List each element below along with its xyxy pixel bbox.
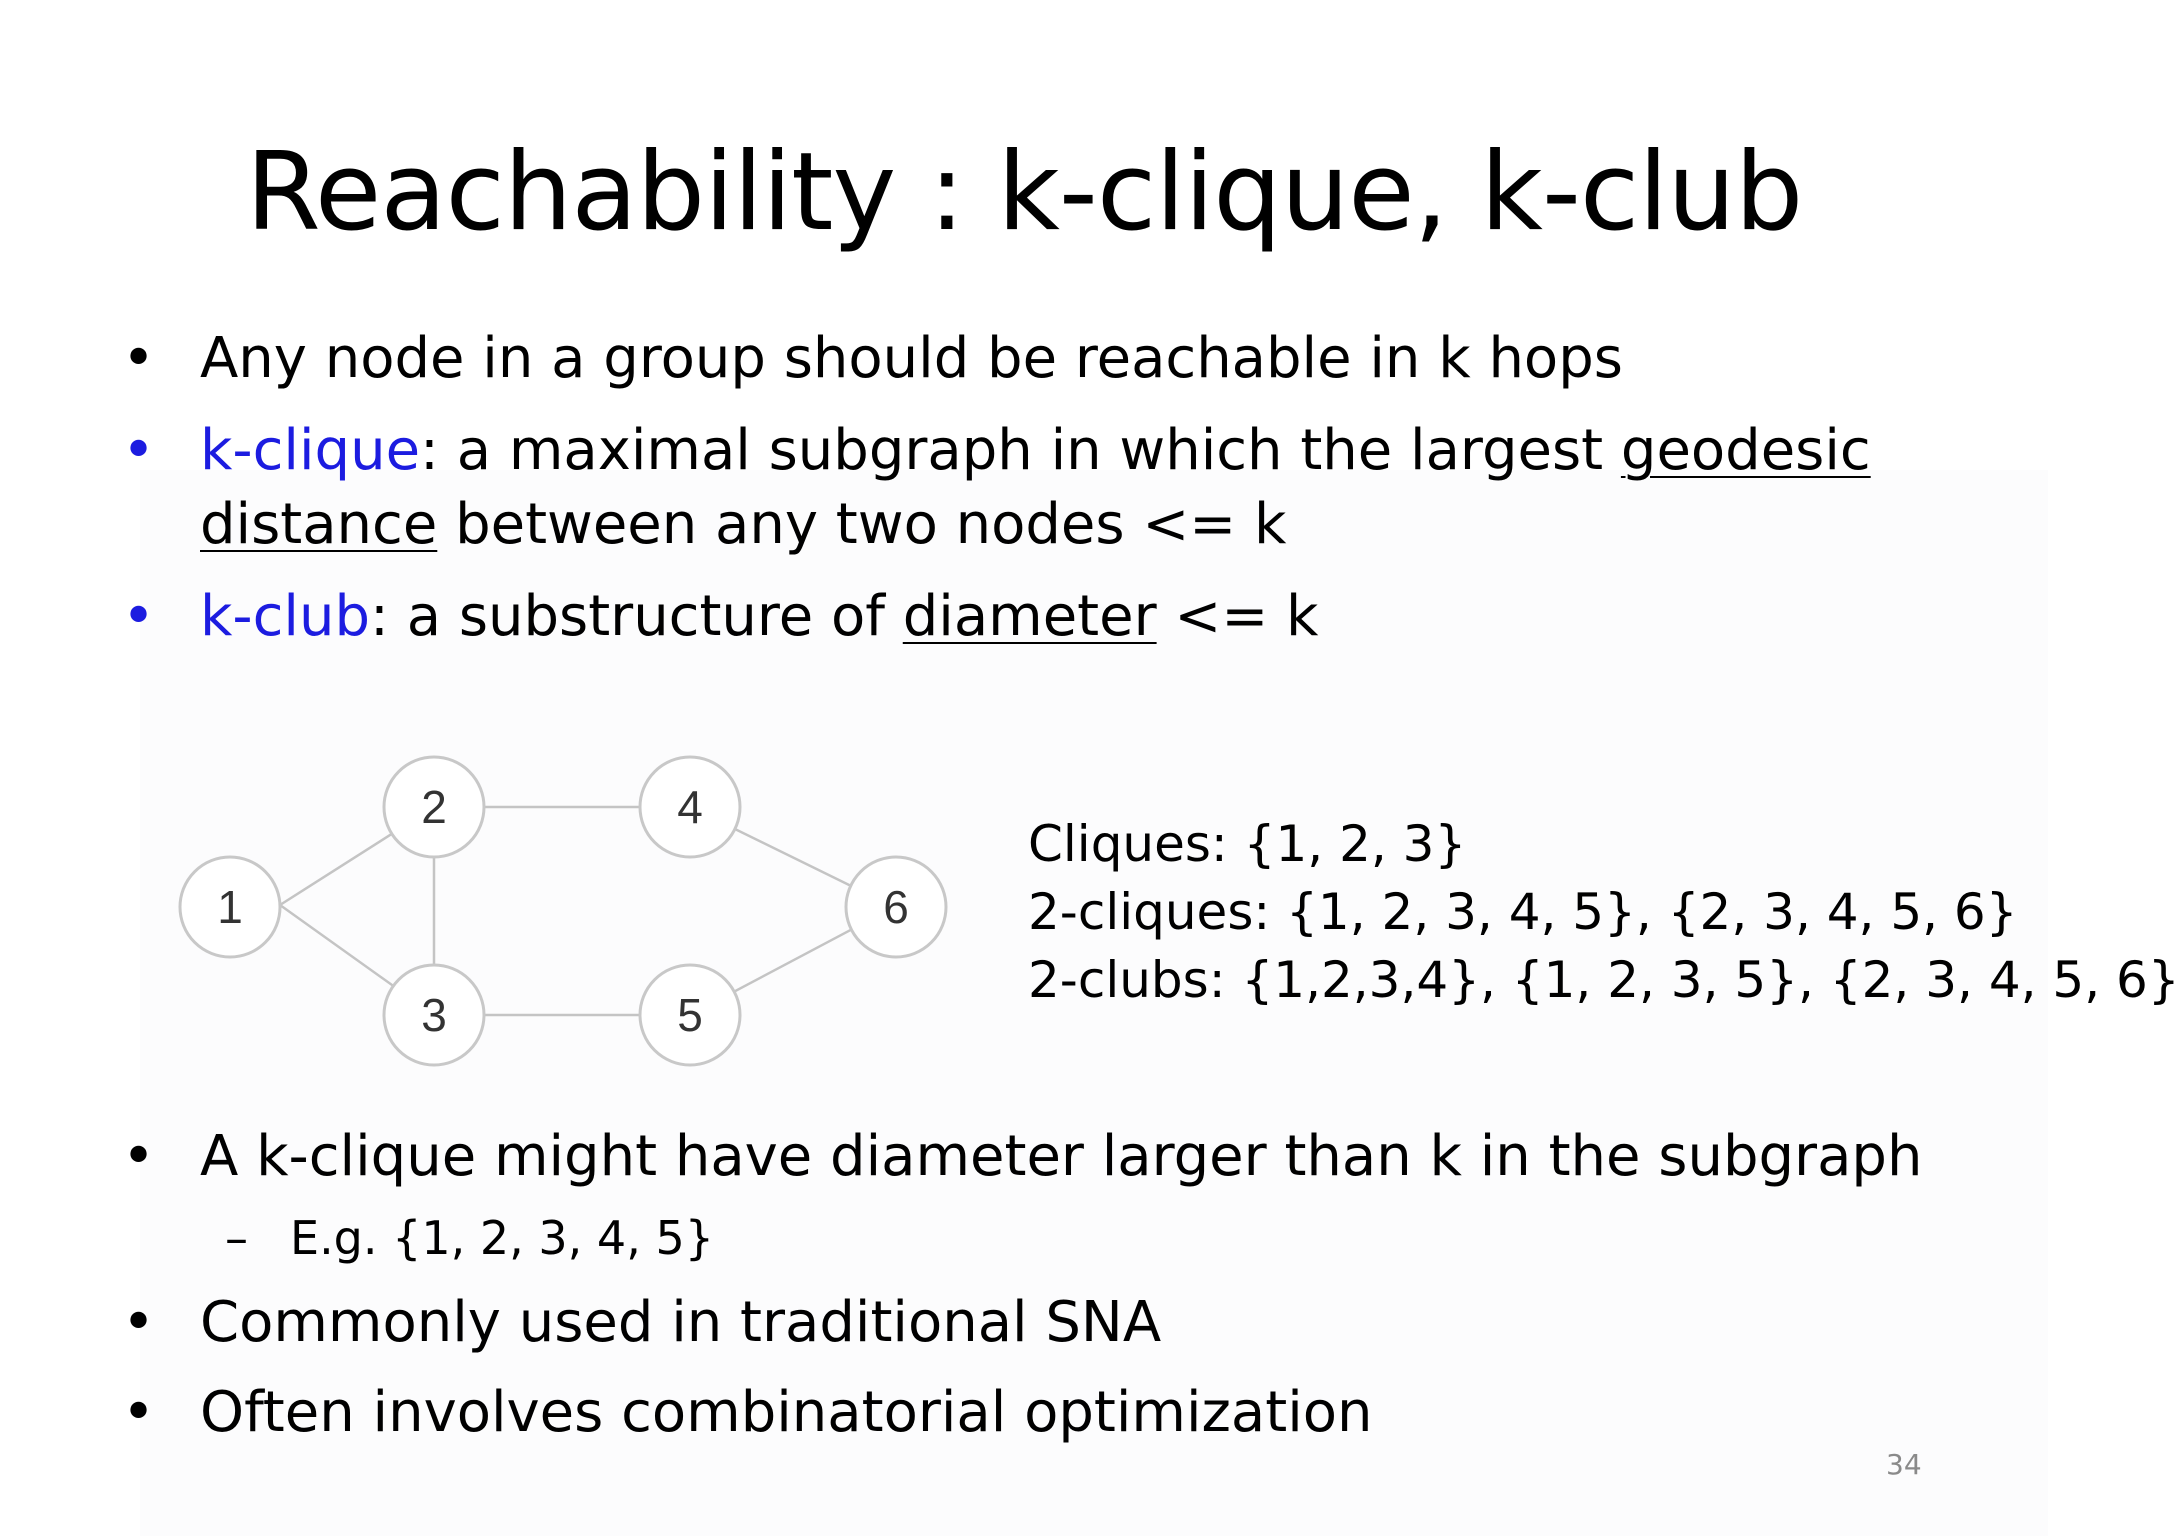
k-club-def-text: : a substructure of [370, 584, 903, 649]
geodesic-term: geodesic [1620, 418, 1871, 483]
node-1 [180, 857, 280, 957]
k-club-term: k-club [200, 584, 371, 649]
node-6 [846, 857, 946, 957]
bullet-dot: • [122, 1124, 156, 1189]
cliques-text: Cliques: {1, 2, 3} [1028, 815, 1467, 873]
k-clique-def-text: : a maximal subgraph in which the largest [420, 418, 1621, 483]
bullet-reachable: Any node in a group should be reachable in k hops [200, 326, 1623, 391]
bullet-k-clique-line1 [200, 414, 1871, 488]
k-club-def-tail: <= k [1156, 584, 1319, 649]
node-6-label: 6 [883, 881, 909, 933]
bullet-dot: • [122, 418, 156, 483]
sub-bullet-dash: – [225, 1211, 248, 1265]
node-4-label: 4 [677, 781, 703, 833]
node-1-label: 1 [217, 881, 243, 933]
bullet-combinatorial: Often involves combinatorial optimization [200, 1380, 1373, 1445]
node-5-label: 5 [677, 989, 703, 1041]
bullet-k-clique-line2 [200, 488, 1286, 562]
diameter-term: diameter [902, 584, 1157, 649]
node-5 [640, 965, 740, 1065]
sub-bullet-example: E.g. {1, 2, 3, 4, 5} [290, 1211, 714, 1265]
slide-title: Reachability : k-clique, k-club [245, 130, 1803, 255]
bullet-k-club [200, 580, 1318, 654]
bullet-traditional-sna: Commonly used in traditional SNA [200, 1290, 1162, 1355]
page-number: 34 [1886, 1448, 1922, 1481]
bullet-dot: • [122, 1380, 156, 1445]
bullet-dot: • [122, 1290, 156, 1355]
node-4 [640, 757, 740, 857]
node-2-label: 2 [421, 781, 447, 833]
node-3-label: 3 [421, 989, 447, 1041]
bullet-dot: • [122, 584, 156, 649]
graph-diagram [170, 745, 950, 1085]
bullet-dot: • [122, 326, 156, 391]
distance-term: distance [200, 492, 438, 557]
node-2 [384, 757, 484, 857]
k-clique-def-tail: between any two nodes <= k [437, 492, 1287, 557]
k-clique-term: k-clique [200, 418, 421, 483]
two-clubs-text: 2-clubs: {1,2,3,4}, {1, 2, 3, 5}, {2, 3, 4, 5, 6} [1028, 951, 2180, 1009]
node-3 [384, 965, 484, 1065]
two-cliques-text: 2-cliques: {1, 2, 3, 4, 5}, {2, 3, 4, 5, 6} [1028, 883, 2018, 941]
bullet-k-clique-diameter: A k-clique might have diameter larger than k in the subgraph [200, 1124, 1923, 1189]
